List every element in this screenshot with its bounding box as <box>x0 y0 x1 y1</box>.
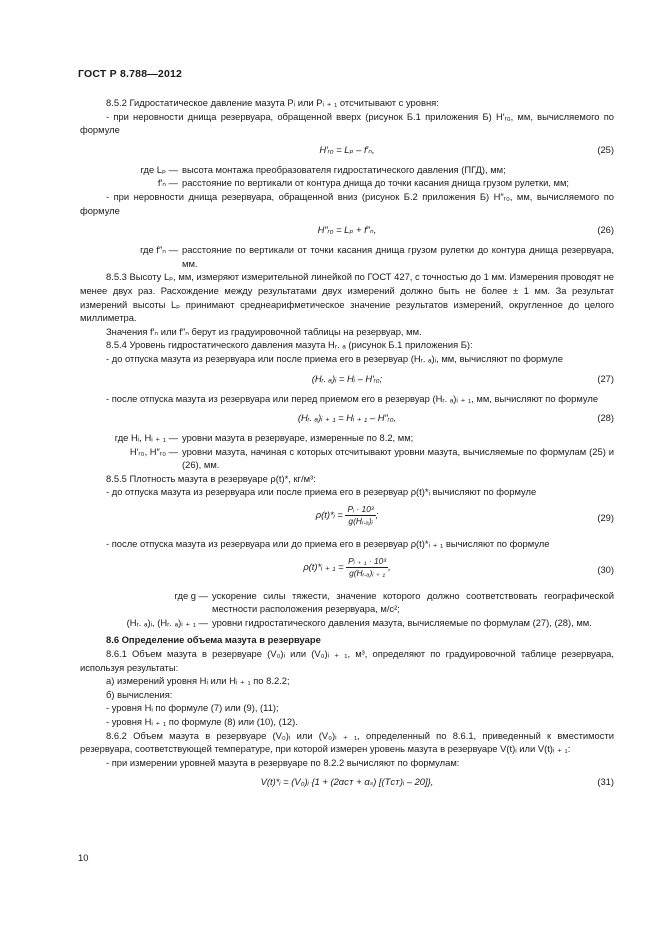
definition-g <box>80 589 614 616</box>
equation-31-formula: V(t)*ᵢ = (V₀)ᵢ {1 + (2αᴄᴛ + αₛ) [(Tᴄᴛ)ᵢ – 20]}, <box>260 776 434 788</box>
equation-29 <box>80 501 614 535</box>
definition-text: уровни гидростатического давления мазута, вычисляемые по формулам (27), (28), мм. <box>212 616 592 628</box>
equation-26 <box>80 219 614 241</box>
page-header: ГОСТ Р 8.788—2012 <box>78 68 183 80</box>
definition-term: где Lₚ — <box>140 163 178 175</box>
paragraph-8-6-2: 8.6.2 Объем мазута в резервуаре (V₀)ᵢ или (V₀)ᵢ ₊ ₁, определенный по 8.6.1, приведенный к вместимости резервуара, соответствующей температуре, при которой измерен уровень мазута в резервуаре V(t)ᵢ или V(t)ᵢ ₊ ₁: <box>80 729 614 755</box>
definition-text: высота монтажа преобразователя гидростатического давления (ПГД), мм; <box>182 163 506 175</box>
paragraph-8-5-4: 8.5.4 Уровень гидростатического давления мазута Hᵣ. ₐ (рисунок Б.1 приложения Б): <box>106 339 473 351</box>
equation-27-number: (27) <box>597 372 614 384</box>
definition-text: расстояние по вертикали от контура днища до точки касания днища грузом рулетки, мм; <box>182 177 570 189</box>
paragraph-8-6-1-b2: - уровня Hᵢ ₊ ₁ по формуле (8) или (10), (12). <box>106 716 298 727</box>
paragraph-8-6-2-measure: - при измерении уровней мазута в резервуаре по 8.2.2 вычисляют по формулам: <box>106 756 460 768</box>
equation-29-number: (29) <box>597 512 614 524</box>
equation-30-denominator: g(Hᵣ.ₐ)ᵢ ₊ ₁ <box>349 567 386 578</box>
paragraph-8-6-1: 8.6.1 Объем мазута в резервуаре (V₀)ᵢ или (V₀)ᵢ ₊ ₁, м³, определяют по градуировочной таблице резервуара, используя результаты: <box>80 648 614 673</box>
equation-30 <box>80 553 614 587</box>
definition-text: расстояние по вертикали от точки касания днища грузом рулетки до контура днища резервуара, мм. <box>182 244 614 269</box>
definition-term: где f″ₙ — <box>140 244 178 256</box>
equation-31-number: (31) <box>597 776 614 788</box>
paragraph-8-5-4-before: - до отпуска мазута из резервуара или после приема его в резервуар (Hᵣ. ₐ)ᵢ, мм, вычисляют по формуле <box>106 352 563 364</box>
equation-30-fraction <box>346 556 388 579</box>
equation-25 <box>80 139 614 161</box>
equation-28 <box>80 407 614 429</box>
definition-hydrostatic-levels <box>80 616 614 630</box>
paragraph-8-5-4-after: - после отпуска мазута из резервуара или перед приемом его в резервуар (Hᵣ. ₐ)ᵢ ₊ ₁, мм, вычисляют по формуле <box>106 392 599 404</box>
definition-term: (Hᵣ. ₐ)ᵢ, (Hᵣ. ₐ)ᵢ ₊ ₁ — <box>126 616 208 628</box>
equation-28-formula: (Hᵣ. ₐ)ᵢ ₊ ₁ = Hᵢ ₊ ₁ – H″ᵣ₀, <box>297 412 397 424</box>
paragraph-8-5-2: 8.5.2 Гидростатическое давление мазута Pᵢ или Pᵢ ₊ ₁ отсчитывают с уровня: <box>106 97 439 108</box>
document-body <box>80 96 614 795</box>
definition-f-double-prime <box>80 243 614 270</box>
definition-term: где g — <box>174 589 208 601</box>
definition-lp <box>80 163 614 177</box>
paragraph-8-6-1-b: б) вычисления: <box>106 688 173 700</box>
definition-text: ускорение силы тяжести, значение которого должно соответствовать географической местности расположения резервуара, м/с²; <box>212 589 614 615</box>
equation-29-denominator: g(Hᵣ.ₐ)ᵢ <box>348 516 373 527</box>
definition-term: f′ₙ — <box>157 177 178 189</box>
equation-30-lhs: ρ(t)*ᵢ ₊ ₁ = <box>303 560 344 572</box>
definition-reference-levels <box>80 445 614 472</box>
paragraph-8-6-1-b1: - уровня Hᵢ по формуле (7) или (9), (11); <box>106 702 279 714</box>
equation-31 <box>80 771 614 793</box>
page-number: 10 <box>78 852 89 863</box>
paragraph-8-6-1-a: а) измерений уровня Hᵢ или Hᵢ ₊ ₁ по 8.2.2; <box>106 675 290 687</box>
equation-30-numerator: Pᵢ ₊ ₁ · 10³ <box>348 555 387 566</box>
equation-29-tail: ; <box>375 509 379 521</box>
equation-27 <box>80 368 614 390</box>
definition-text: уровни мазута в резервуаре, измеренные по 8.2, мм; <box>182 432 414 444</box>
paragraph-8-5-3: 8.5.3 Высоту Lₚ, мм, измеряют измерительной линейкой по ГОСТ 427, с точностью до 1 мм. Измерения проводят не менее двух раз. Расхождение между результатами двух измерений должно быть не более ± 1 мм. За результат измерений высоты Lₚ принимают среднеарифметическое значение результатов измерений, округленное до целого миллиметра. <box>80 271 614 324</box>
equation-27-formula: (Hᵣ. ₐ)ᵢ = Hᵢ – H′ᵣ₀; <box>311 372 383 384</box>
equation-28-number: (28) <box>597 412 614 424</box>
definition-term: где Hᵢ, Hᵢ ₊ ₁ — <box>114 432 178 444</box>
equation-30-formula <box>80 556 614 579</box>
equation-29-lhs: ρ(t)*ᵢ = <box>315 509 343 521</box>
equation-29-fraction <box>345 504 375 527</box>
paragraph-8-5-2-down: - при неровности днища резервуара, обращенной вниз (рисунок Б.2 приложения Б) H″ᵣ₀, мм, вычисляемого по формуле <box>80 190 614 216</box>
equation-29-formula <box>80 504 614 527</box>
definition-term: H′ᵣ₀, H″ᵣ₀ — <box>129 445 178 457</box>
equation-25-number: (25) <box>597 143 614 155</box>
equation-30-number: (30) <box>597 563 614 575</box>
paragraph-8-5-2-up: - при неровности днища резервуара, обращенной вверх (рисунок Б.1 приложения Б) H′ᵣ₀, мм, вычисляемого по формуле <box>80 110 614 136</box>
equation-29-numerator: Pᵢ · 10³ <box>347 504 374 515</box>
equation-25-formula: H′ᵣ₀ = Lₚ – f′ₙ, <box>319 143 375 155</box>
paragraph-8-5-5-before: - до отпуска мазута из резервуара или после приема его в резервуар ρ(t)*ᵢ вычисляют по формуле <box>106 486 537 498</box>
equation-30-tail: , <box>388 560 391 572</box>
paragraph-8-5-5: 8.5.5 Плотность мазута в резервуаре ρ(t)*, кг/м³: <box>106 472 316 484</box>
definition-levels <box>80 431 614 445</box>
section-8-6-heading: 8.6 Определение объема мазута в резервуаре <box>106 634 321 646</box>
paragraph-8-5-5-after: - после отпуска мазута из резервуара или до приема его в резервуар ρ(t)*ᵢ ₊ ₁ вычисляют по формуле <box>106 538 550 550</box>
equation-26-formula: H″ᵣ₀ = Lₚ + f″ₙ, <box>317 224 377 236</box>
equation-26-number: (26) <box>597 224 614 236</box>
definition-f-prime <box>80 176 614 190</box>
paragraph-8-5-3-values: Значения f′ₙ или f″ₙ берут из градуировочной таблицы на резервуар, мм. <box>106 325 422 337</box>
definition-text: уровни мазута, начиная с которых отсчитывают уровни мазута, вычисляемые по формулам (25) и (26), мм. <box>182 445 614 471</box>
